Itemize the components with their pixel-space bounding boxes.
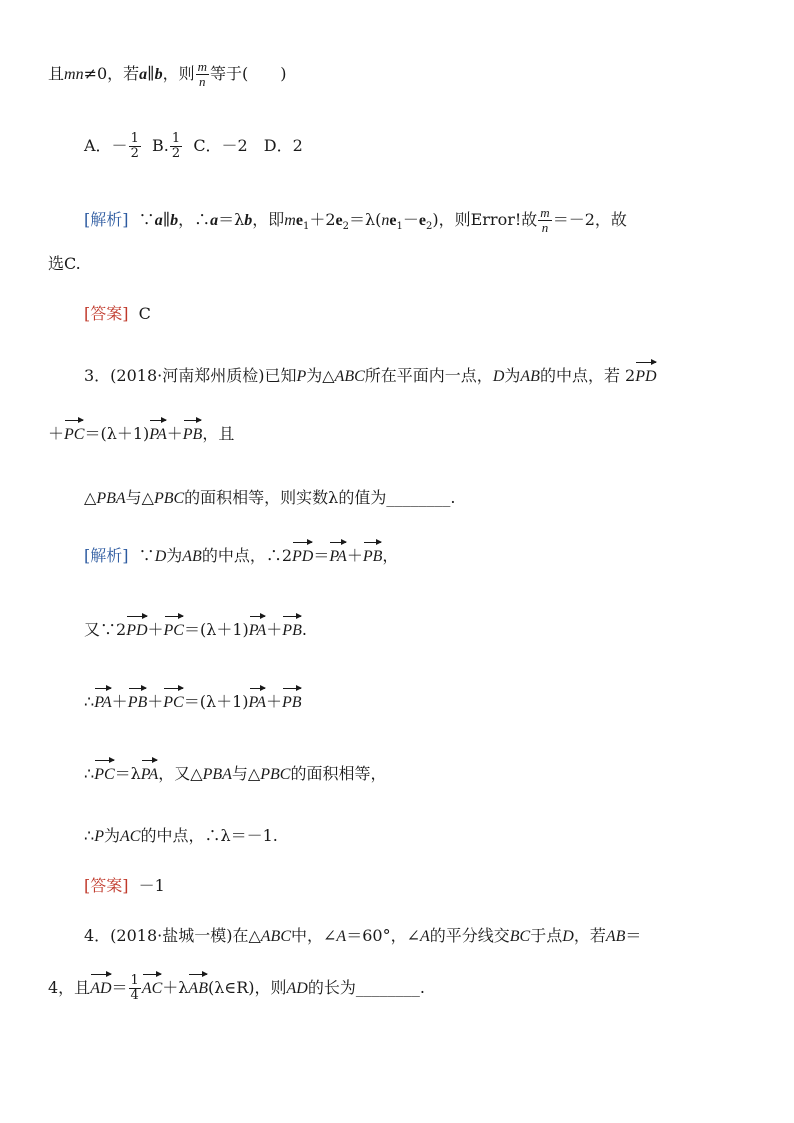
problem2-analysis: [解析] ∵a∥b，∴a＝λb，即$me_1+2e_2=\lambda(ne_1-e_2)$，则Error!故 $\frac{m}{n}$ ＝－2，故 <box>84 205 627 235</box>
vector-PD: PD <box>126 622 148 639</box>
problem3-stem-line3: △PBA与△PBC的面积相等，则实数λ的值为________. <box>84 488 456 507</box>
answer-label: [答案] <box>84 876 129 895</box>
problem4-stem-line1: 4．(2018·盐城一模)在△ABC中，∠A＝60°，∠A的平分线交BC于点D，若AB＝ <box>84 926 642 945</box>
vector-PA: PA <box>248 622 267 639</box>
analysis-label: [解析] <box>84 210 129 229</box>
vector-PB: PB <box>282 694 302 711</box>
problem3-analysis-line1: [解析] ∵D为AB的中点，∴2PD＝PA＋PB， <box>84 546 399 565</box>
answer-value: C <box>138 304 151 323</box>
problem3-analysis-line2: 又∵2PD＋PC＝(λ＋1)PA＋PB. <box>84 620 307 639</box>
vector-PA: PA <box>140 766 159 783</box>
problem3-analysis-line3: ∴PA＋PB＋PC＝(λ＋1)PA＋PB <box>84 692 302 711</box>
vector-PC: PC <box>64 426 85 443</box>
problem2-analysis-cont: 选C. <box>48 254 81 273</box>
vector-PB: PB <box>362 548 383 565</box>
answer-label: [答案] <box>84 304 129 323</box>
vector-PA: PA <box>94 694 112 711</box>
vector-PC: PC <box>163 694 184 711</box>
vector-PC: PC <box>163 622 184 639</box>
problem3-analysis-line5: ∴P为AC的中点，∴λ＝－1. <box>84 826 278 845</box>
problem2-stem: 且mn≠0，若a∥b，则 $\frac{m}{n}$ 等于( ) <box>48 59 287 89</box>
vector-PD: PD <box>635 368 657 385</box>
vector-PA: PA <box>149 426 167 443</box>
problem2-choices: A．－ $\frac{1}{2}$ B. $\frac{1}{2}$ C．－2 D．2 <box>84 131 303 161</box>
answer-value: －1 <box>138 876 165 895</box>
fraction-half: $\frac{1}{2}$ <box>130 131 139 161</box>
vector-AC: AC <box>141 980 163 997</box>
problem4-stem-line2: 4，且AD＝ $\frac{1}{4}$ AC＋λAB(λ∈R)，则AD的长为________. <box>48 973 425 1003</box>
vector-PA: PA <box>248 694 266 711</box>
fraction-m-over-n: $\frac{m}{n}$ <box>197 59 207 89</box>
fraction-half: $\frac{1}{2}$ <box>171 131 181 161</box>
vector-PB: PB <box>182 426 203 443</box>
vector-PD: PD <box>292 548 314 565</box>
problem3-stem-line2: ＋PC＝(λ＋1)PA＋PB，且 <box>48 424 235 443</box>
vector-AB: AB <box>188 980 208 997</box>
problem2-answer <box>84 304 151 324</box>
problem3-stem-line1: 3．(2018·河南郑州质检)已知P为△ABC所在平面内一点，D为AB的中点，若 2PD <box>84 366 657 385</box>
problem3-analysis-line4: ∴PC＝λPA，又△PBA与△PBC的面积相等， <box>84 764 387 783</box>
vector-PA: PA <box>329 548 347 565</box>
analysis-label: [解析] <box>84 546 129 565</box>
vector-PB: PB <box>282 622 302 639</box>
fraction-m-over-n: $\frac{m}{n}$ <box>540 205 550 235</box>
vector-AD: AD <box>90 980 112 997</box>
problem3-answer <box>84 876 165 896</box>
fraction-quarter: $\frac{1}{4}$ <box>130 973 139 1003</box>
vector-PC: PC <box>94 766 115 783</box>
vector-PB: PB <box>127 694 148 711</box>
